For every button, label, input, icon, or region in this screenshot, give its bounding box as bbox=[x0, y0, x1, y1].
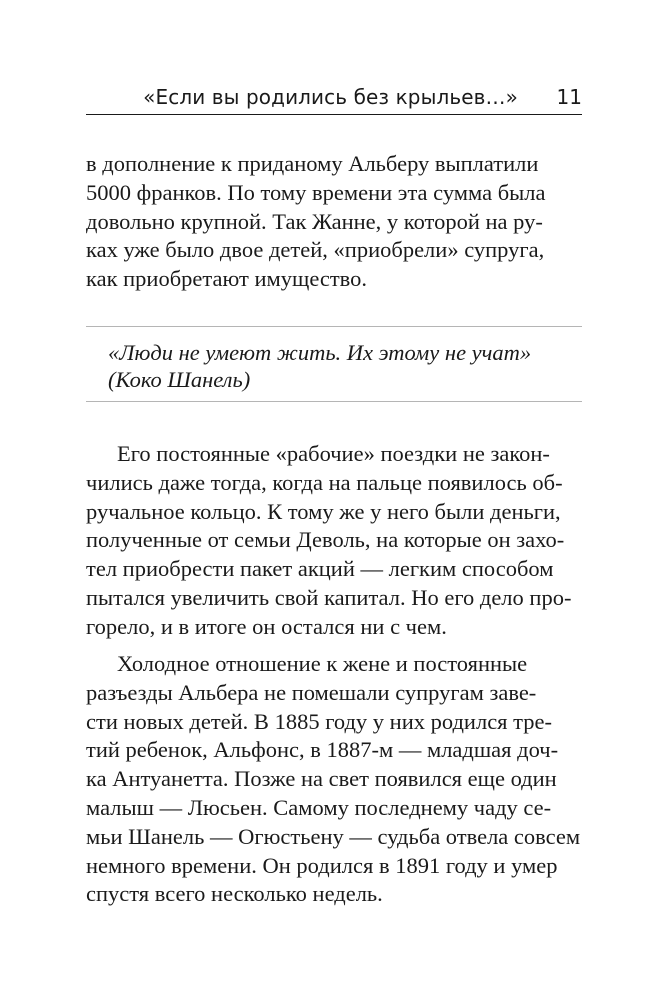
quote-attribution: (Коко Шанель) bbox=[108, 367, 251, 392]
text-line: в дополнение к приданому Альберу выплатили bbox=[86, 151, 539, 176]
quote-text: «Люди не умеют жить. Их этому не учат» bbox=[108, 340, 532, 365]
text-line: спустя всего несколько недель. bbox=[86, 881, 383, 907]
running-head bbox=[86, 84, 582, 115]
text-line: довольно крупной. Так Жанне, у которой на ру- bbox=[86, 208, 543, 234]
text-line: ка Антуанетта. Позже на свет появился еще один bbox=[86, 766, 557, 792]
text-line: Его постоянные «рабочие» поездки не закон- bbox=[117, 441, 550, 466]
text-line: горело, и в итоге он остался ни с чем. bbox=[86, 613, 447, 639]
text-line: ручальное кольцо. К тому же у него были деньги, bbox=[86, 498, 561, 524]
text-line: как приобретают имущество. bbox=[86, 266, 368, 292]
text-line: полученные от семьи Деволь, на которые он захо- bbox=[86, 527, 565, 553]
text-line: немного времени. Он родился в 1891 году и умер bbox=[86, 852, 558, 878]
text-line: 5000 франков. По тому времени эта сумма была bbox=[86, 179, 546, 205]
text-line: малыш — Люсьен. Самому последнему чаду се- bbox=[86, 794, 552, 820]
pull-quote bbox=[86, 326, 582, 402]
text-line: пытался увеличить свой капитал. Но его дело про- bbox=[86, 584, 572, 610]
text-line: сти новых детей. В 1885 году у них родился тре- bbox=[86, 708, 552, 734]
text-line: тел приобрести пакет акций — легким способом bbox=[86, 556, 554, 582]
pull-quote-content bbox=[108, 339, 531, 393]
text-line: мьи Шанель — Огюстьену — судьба отвела совсем bbox=[86, 823, 581, 849]
paragraph-2 bbox=[86, 440, 582, 642]
paragraph-3 bbox=[86, 650, 582, 909]
running-title: «Если вы родились без крыльев…» bbox=[143, 85, 518, 109]
text-line: чились даже тогда, когда на пальце появилось об- bbox=[86, 469, 563, 495]
text-line: Холодное отношение к жене и постоянные bbox=[117, 651, 528, 676]
page-number: 11 bbox=[556, 85, 582, 109]
text-line: разъезды Альбера не помешали супругам заве- bbox=[86, 679, 537, 705]
paragraph-1 bbox=[86, 150, 582, 294]
text-line: ках уже было двое детей, «приобрели» супруга, bbox=[86, 237, 545, 263]
text-line: тий ребенок, Альфонс, в 1887-м — младшая доч- bbox=[86, 737, 559, 763]
